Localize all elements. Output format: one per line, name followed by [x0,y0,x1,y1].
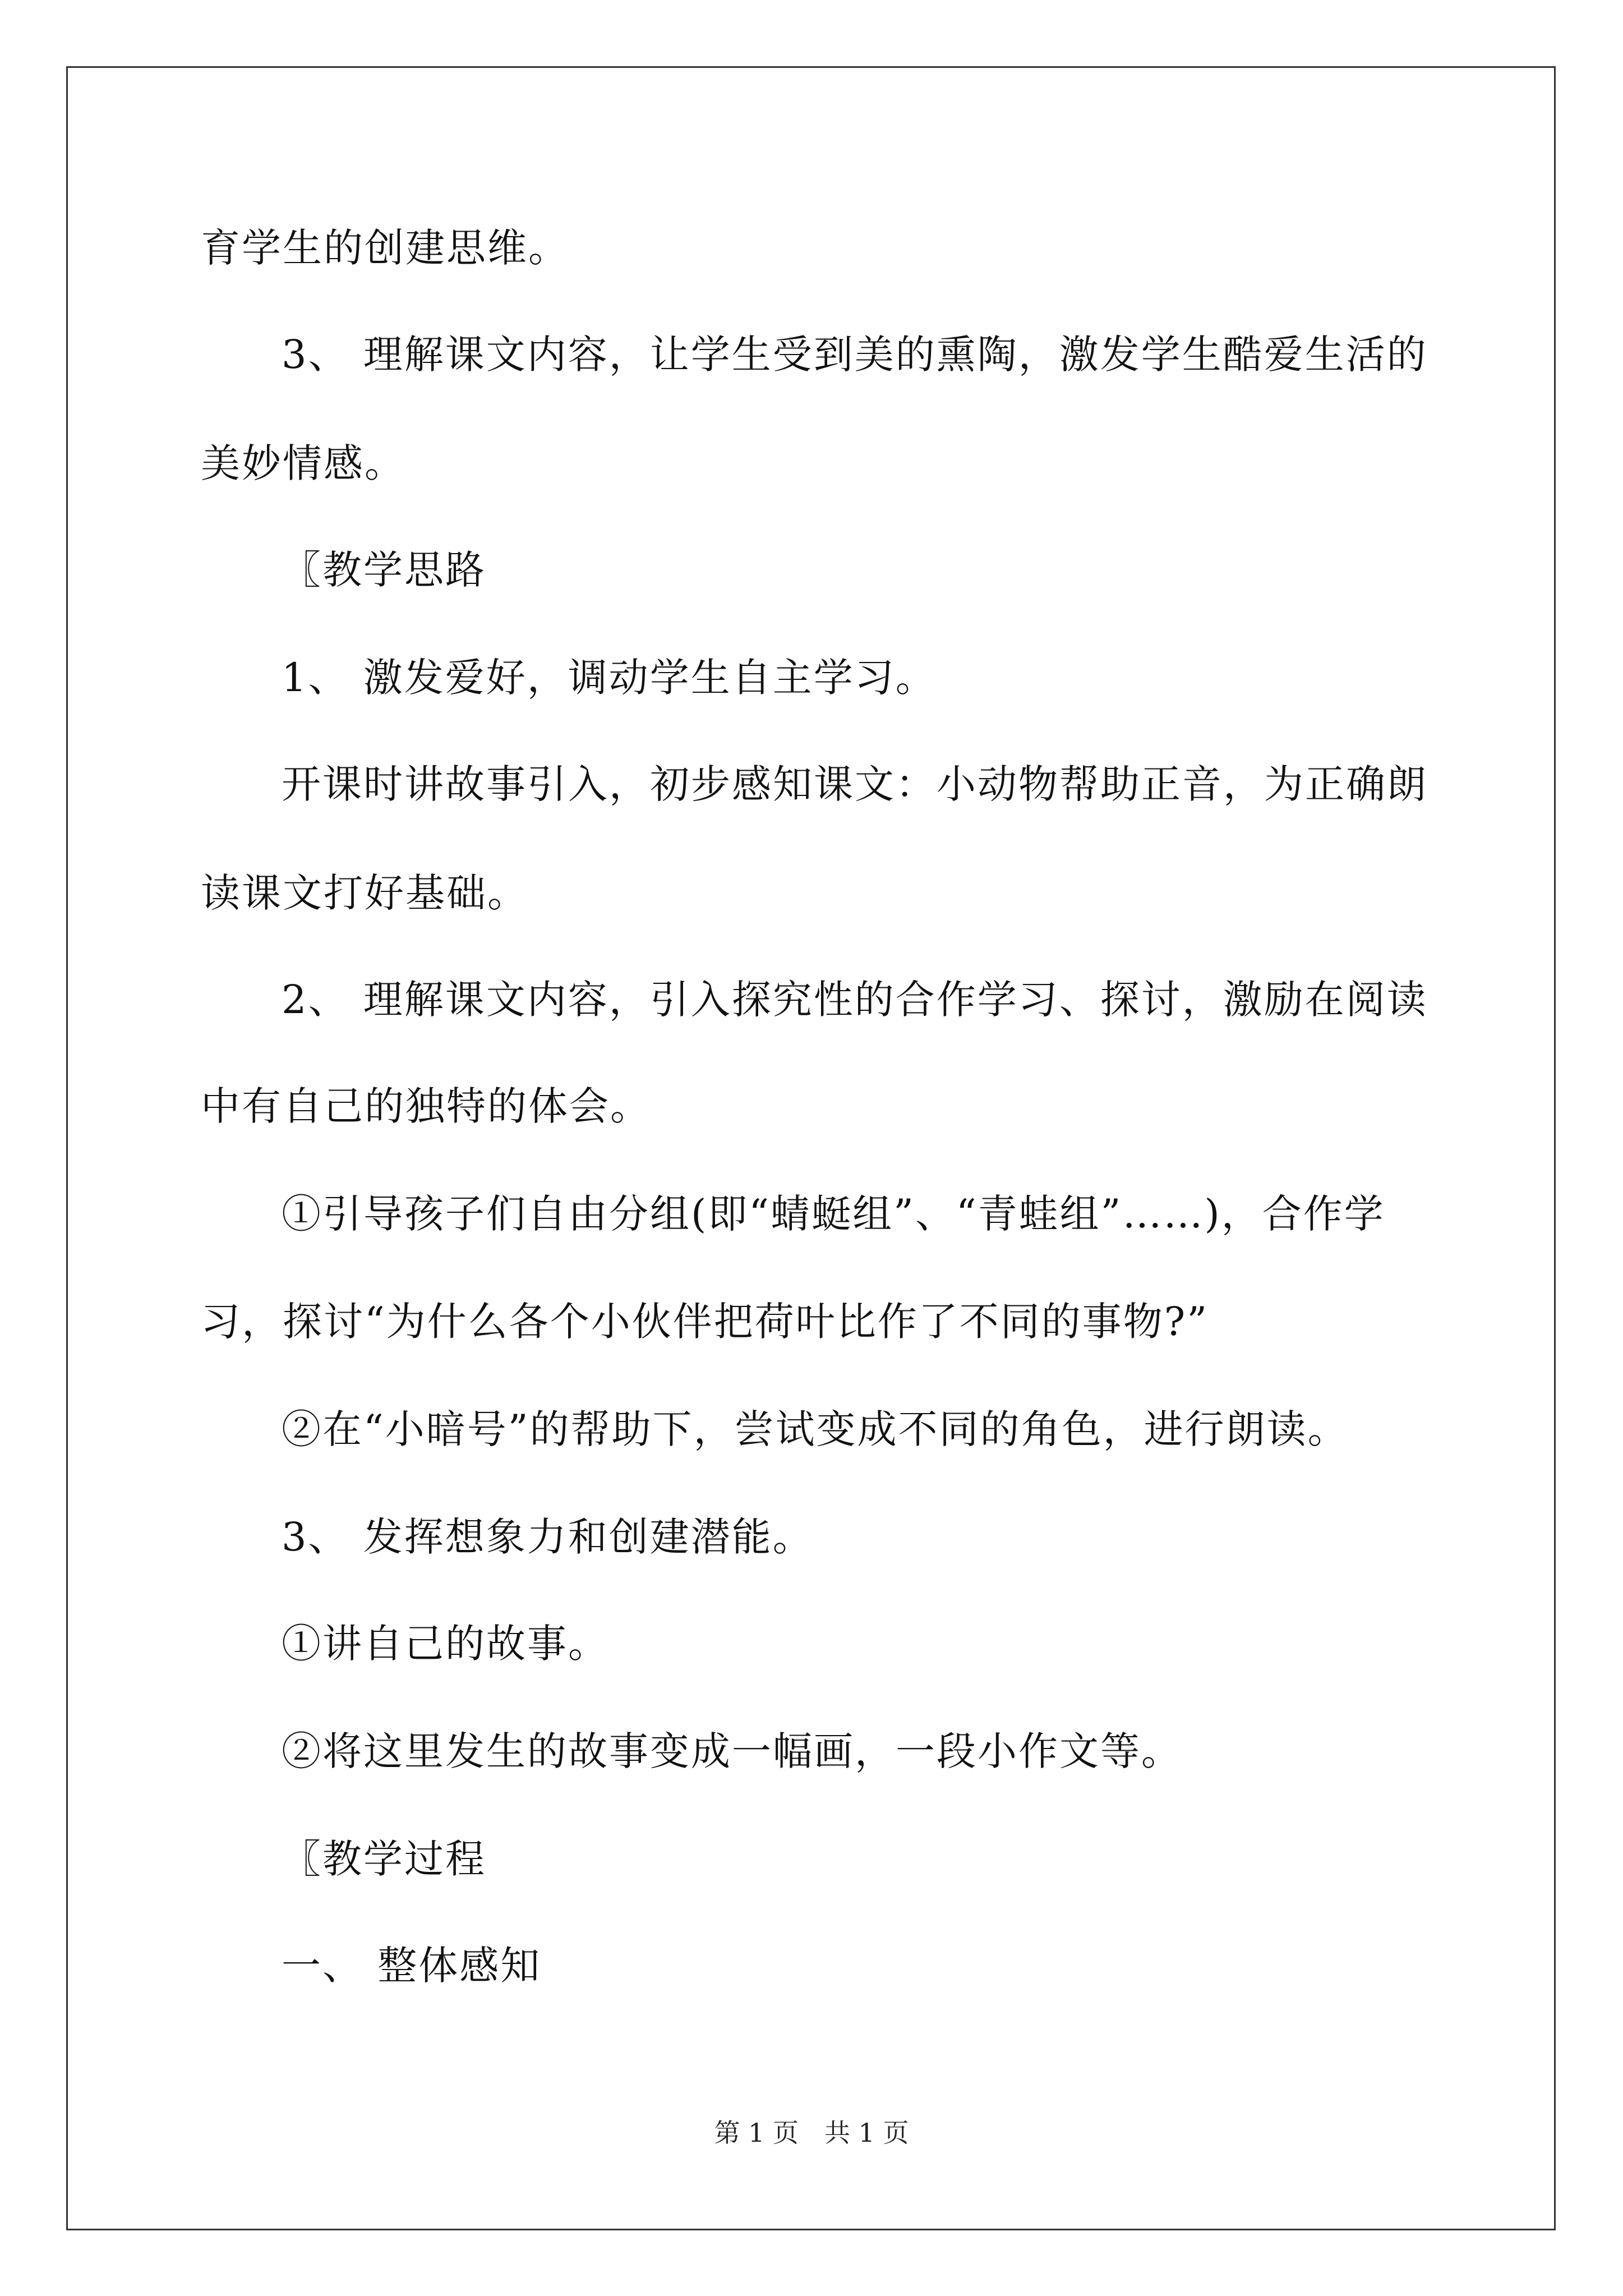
text-line: 一、 整体感知 [282,1943,542,1989]
text-line: 读课文打好基础。 [201,870,528,916]
text-line: ②在“小暗号”的帮助下，尝试变成不同的角色，进行朗读。 [282,1406,1349,1452]
text-line: 开课时讲故事引入，初步感知课文：小动物帮助正音，为正确朗 [282,761,1428,807]
section-heading: 〖教学思路 [282,547,486,593]
section-heading: 〖教学过程 [282,1836,486,1882]
text-line: 3、 理解课文内容，让学生受到美的熏陶，激发学生酷爱生活的 [282,332,1428,378]
text-line: 中有自己的独特的体会。 [201,1083,651,1129]
text-line: ①引导孩子们自由分组(即“蜻蜓组”、“青蛙组”……)，合作学 [282,1191,1385,1237]
text-line: 3、 发挥想象力和创建潜能。 [282,1514,814,1560]
text-line: 2、 理解课文内容，引入探究性的合作学习、探讨，激励在阅读 [282,977,1428,1023]
text-line: 美妙情感。 [201,440,405,486]
text-line: ②将这里发生的故事变成一幅画，一段小作文等。 [282,1728,1182,1774]
page-footer: 第 1 页 共 1 页 [714,2118,909,2148]
page-border [66,66,1556,2230]
text-line: 1、 激发爱好，调动学生自主学习。 [282,655,937,701]
text-line: 习，探讨“为什么各个小伙伴把荷叶比作了不同的事物?” [201,1299,1209,1345]
text-line: 育学生的创建思维。 [201,225,569,271]
text-line: ①讲自己的故事。 [282,1621,609,1667]
